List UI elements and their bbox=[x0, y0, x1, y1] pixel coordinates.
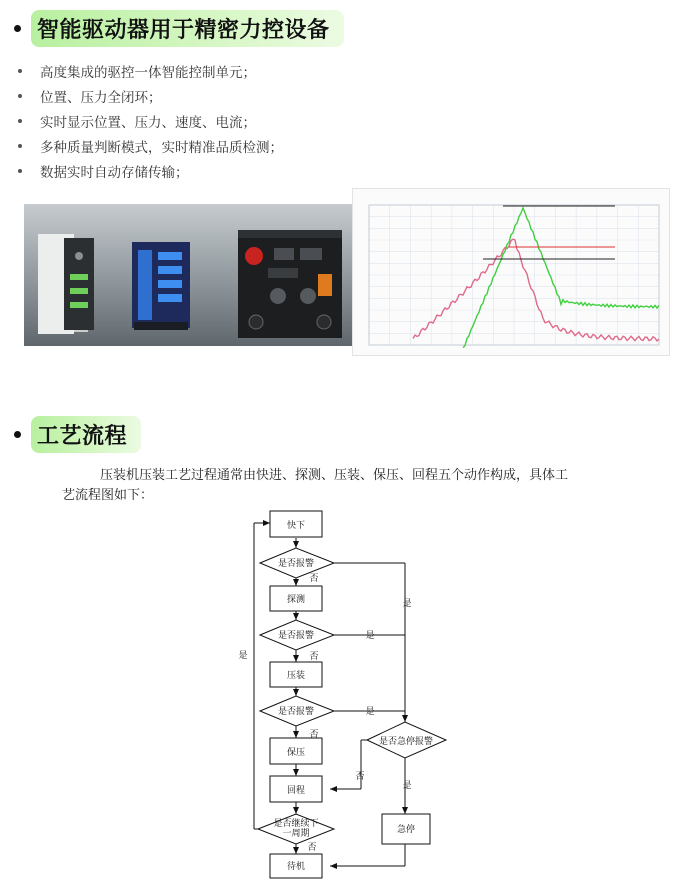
bullet-dot bbox=[14, 25, 21, 32]
list-item bbox=[18, 83, 283, 108]
curve-graphic bbox=[353, 189, 671, 357]
bullet-dot bbox=[18, 94, 22, 98]
bullet-dot bbox=[18, 69, 22, 73]
feature-text: 高度集成的驱控一体智能控制单元； bbox=[40, 64, 256, 81]
intro-text: 压装机压装工艺过程通常由快进、探测、压装、保压、回程五个动作构成，具体工 bbox=[100, 468, 569, 483]
flow-label: 探测 bbox=[286, 595, 306, 605]
list-item bbox=[18, 133, 283, 158]
flow-no-label: 否 bbox=[309, 652, 319, 662]
flow-label: 压装 bbox=[286, 671, 306, 681]
flow-no-label: 否 bbox=[355, 772, 365, 782]
flow-yes-label: 是 bbox=[402, 599, 412, 609]
list-item bbox=[18, 158, 283, 183]
flow-label: 快下 bbox=[286, 521, 306, 531]
flow-no-label: 否 bbox=[309, 574, 319, 584]
flow-label: 是否报警 bbox=[277, 631, 315, 641]
feature-text: 数据实时自动存储传输； bbox=[40, 164, 189, 181]
plot-grid bbox=[369, 205, 659, 345]
flow-label: 回程 bbox=[286, 786, 306, 796]
drive-units-illustration bbox=[24, 204, 354, 346]
bullet-dot bbox=[18, 119, 22, 123]
product-photo bbox=[24, 204, 354, 346]
section-title: 智能驱动器用于精密力控设备 bbox=[31, 10, 344, 47]
flow-label: 是否报警 bbox=[277, 707, 315, 717]
flow-no-label: 否 bbox=[307, 843, 317, 853]
flow-yes-label: 是 bbox=[365, 707, 375, 717]
position-curve bbox=[463, 208, 659, 348]
flow-label: 保压 bbox=[286, 748, 306, 758]
flow-label: 是否急停报警 bbox=[378, 737, 434, 747]
section-heading-process bbox=[14, 416, 141, 453]
flow-yes-label: 是 bbox=[402, 781, 412, 791]
section-title: 工艺流程 bbox=[31, 416, 141, 453]
process-intro bbox=[62, 466, 642, 506]
feature-text: 多种质量判断模式，实时精准品质检测； bbox=[40, 139, 283, 156]
flow-no-label: 否 bbox=[309, 730, 319, 740]
force-curve-plot bbox=[352, 188, 670, 356]
flow-label: 待机 bbox=[286, 862, 306, 872]
list-item bbox=[18, 58, 283, 83]
flow-label: 急停 bbox=[396, 825, 416, 835]
feature-text: 实时显示位置、压力、速度、电流； bbox=[40, 114, 256, 131]
list-item bbox=[18, 108, 283, 133]
feature-text: 位置、压力全闭环； bbox=[40, 89, 162, 106]
bullet-dot bbox=[18, 144, 22, 148]
flow-yes-label: 是 bbox=[365, 631, 375, 641]
section-heading-drive bbox=[14, 10, 344, 47]
flow-label: 是否继续下 bbox=[273, 819, 319, 829]
feature-list bbox=[18, 58, 283, 183]
pressure-curve bbox=[413, 239, 659, 341]
flow-label: 一周期 bbox=[282, 829, 310, 839]
bullet-dot bbox=[14, 431, 21, 438]
bullet-dot bbox=[18, 169, 22, 173]
intro-text: 艺流程图如下： bbox=[62, 488, 154, 503]
process-flowchart bbox=[224, 508, 454, 892]
flow-yes-label: 是 bbox=[238, 651, 248, 661]
flow-label: 是否报警 bbox=[277, 559, 315, 569]
